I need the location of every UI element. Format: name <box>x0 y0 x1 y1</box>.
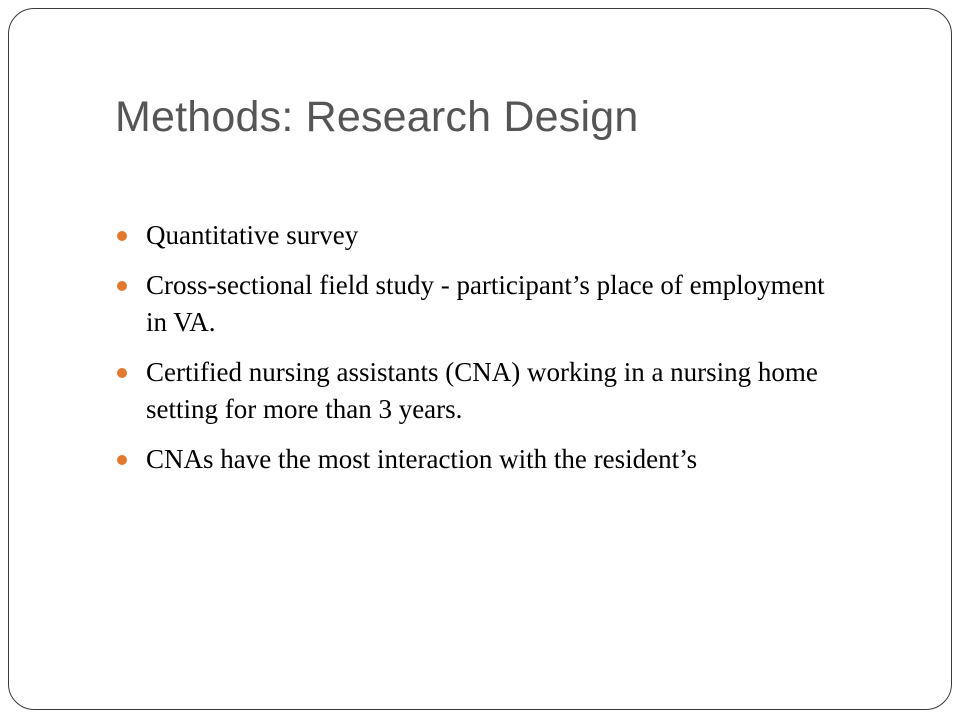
bullet-dot-icon <box>117 455 127 465</box>
bullet-item <box>115 267 845 341</box>
bullet-item <box>115 441 845 478</box>
bullet-text: Cross-sectional field study - participant’s place of employment in VA. <box>146 270 825 337</box>
bullet-text: Certified nursing assistants (CNA) working in a nursing home setting for more than 3 years. <box>146 357 818 424</box>
bullet-text: CNAs have the most interaction with the resident’s <box>146 444 698 474</box>
bullet-item <box>115 354 845 428</box>
slide-title: Methods: Research Design <box>115 93 639 141</box>
bullet-item <box>115 217 845 254</box>
bullet-list <box>115 217 845 491</box>
slide-frame <box>8 8 952 710</box>
bullet-dot-icon <box>117 231 127 241</box>
bullet-dot-icon <box>117 368 127 378</box>
bullet-text: Quantitative survey <box>146 220 359 250</box>
bullet-dot-icon <box>117 281 127 291</box>
